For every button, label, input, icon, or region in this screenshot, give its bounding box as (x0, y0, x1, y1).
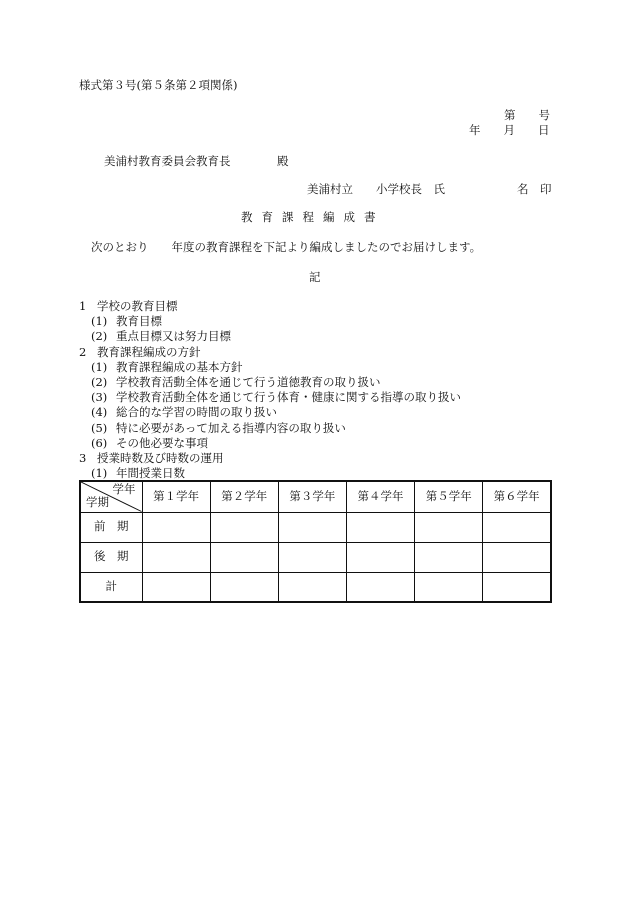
column-header: 第１学年 (142, 481, 210, 512)
table-cell (346, 542, 414, 572)
table-cell (415, 512, 483, 542)
outline-text: 教育目標 (116, 314, 162, 329)
table-cell (483, 572, 551, 602)
outline-text: 重点目標又は努力目標 (116, 329, 231, 344)
row-header: 前 期 (80, 512, 142, 542)
column-header: 第４学年 (346, 481, 414, 512)
school-days-table (79, 480, 552, 603)
outline-number: (2) (91, 329, 108, 344)
outline-number: (2) (91, 375, 108, 389)
column-header: 第６学年 (483, 481, 551, 512)
form-label: 様式第３号(第５条第２項関係) (79, 78, 238, 92)
outline-text: 学校教育活動全体を通じて行う体育・健康に関する指導の取り扱い (116, 390, 461, 405)
sender-school: 美浦村立 小学校長 氏 (307, 182, 445, 196)
table-cell (415, 542, 483, 572)
outline-text: 教育課程編成の方針 (97, 344, 201, 359)
table-row (80, 542, 551, 572)
table-cell (142, 572, 210, 602)
corner-grade-label: 学年 (112, 482, 136, 496)
outline-number: (1) (91, 359, 108, 374)
outline-text: その他必要な事項 (116, 435, 208, 450)
outline-text: 授業時数及び時数の運用 (97, 451, 224, 465)
document-title: 教育課程編成書 (241, 210, 385, 224)
outline-number: (6) (91, 435, 108, 450)
outline-number: (4) (91, 405, 108, 420)
table-row (80, 512, 551, 542)
table-cell (483, 542, 551, 572)
body-text: 次のとおり 年度の教育課程を下記より編成しましたのでお届けします。 (91, 240, 482, 254)
table-cell (483, 512, 551, 542)
document-date: 年 月 日 (469, 123, 550, 137)
outline-text: 年間授業日数 (116, 466, 185, 481)
table-cell (415, 572, 483, 602)
row-header: 後 期 (80, 542, 142, 572)
outline-number: 2 (79, 344, 87, 359)
outline-text: 学校教育活動全体を通じて行う道徳教育の取り扱い (116, 375, 381, 389)
table-cell (346, 512, 414, 542)
outline-number: (3) (91, 390, 108, 405)
outline-text: 学校の教育目標 (97, 299, 178, 313)
table-corner-cell (80, 481, 142, 512)
table-header-row (80, 481, 551, 512)
table-cell (210, 542, 278, 572)
outline-number: 1 (79, 299, 87, 313)
table-cell (278, 512, 346, 542)
table-cell (142, 542, 210, 572)
table-cell (142, 512, 210, 542)
column-header: 第５学年 (415, 481, 483, 512)
row-header: 計 (80, 572, 142, 602)
ki-label: 記 (309, 270, 321, 284)
table-cell (346, 572, 414, 602)
column-header: 第３学年 (278, 481, 346, 512)
corner-term-label: 学期 (86, 495, 109, 509)
table-cell (210, 572, 278, 602)
outline-text: 特に必要があって加える指導内容の取り扱い (116, 420, 346, 435)
table-row (80, 572, 551, 602)
table-cell (278, 542, 346, 572)
table-cell (210, 512, 278, 542)
addressee: 美浦村教育委員会教育長 (104, 154, 231, 168)
document-number: 第 号 (504, 108, 550, 122)
outline-text: 教育課程編成の基本方針 (116, 359, 243, 374)
sender-seal: 名 印 (517, 182, 552, 196)
outline-number: 3 (79, 451, 87, 465)
honorific: 殿 (277, 154, 289, 168)
column-header: 第２学年 (210, 481, 278, 512)
outline-number: (1) (91, 314, 108, 329)
outline-text: 総合的な学習の時間の取り扱い (116, 405, 277, 420)
outline-number: (1) (91, 466, 108, 481)
outline-number: (5) (91, 420, 108, 435)
table-cell (278, 572, 346, 602)
